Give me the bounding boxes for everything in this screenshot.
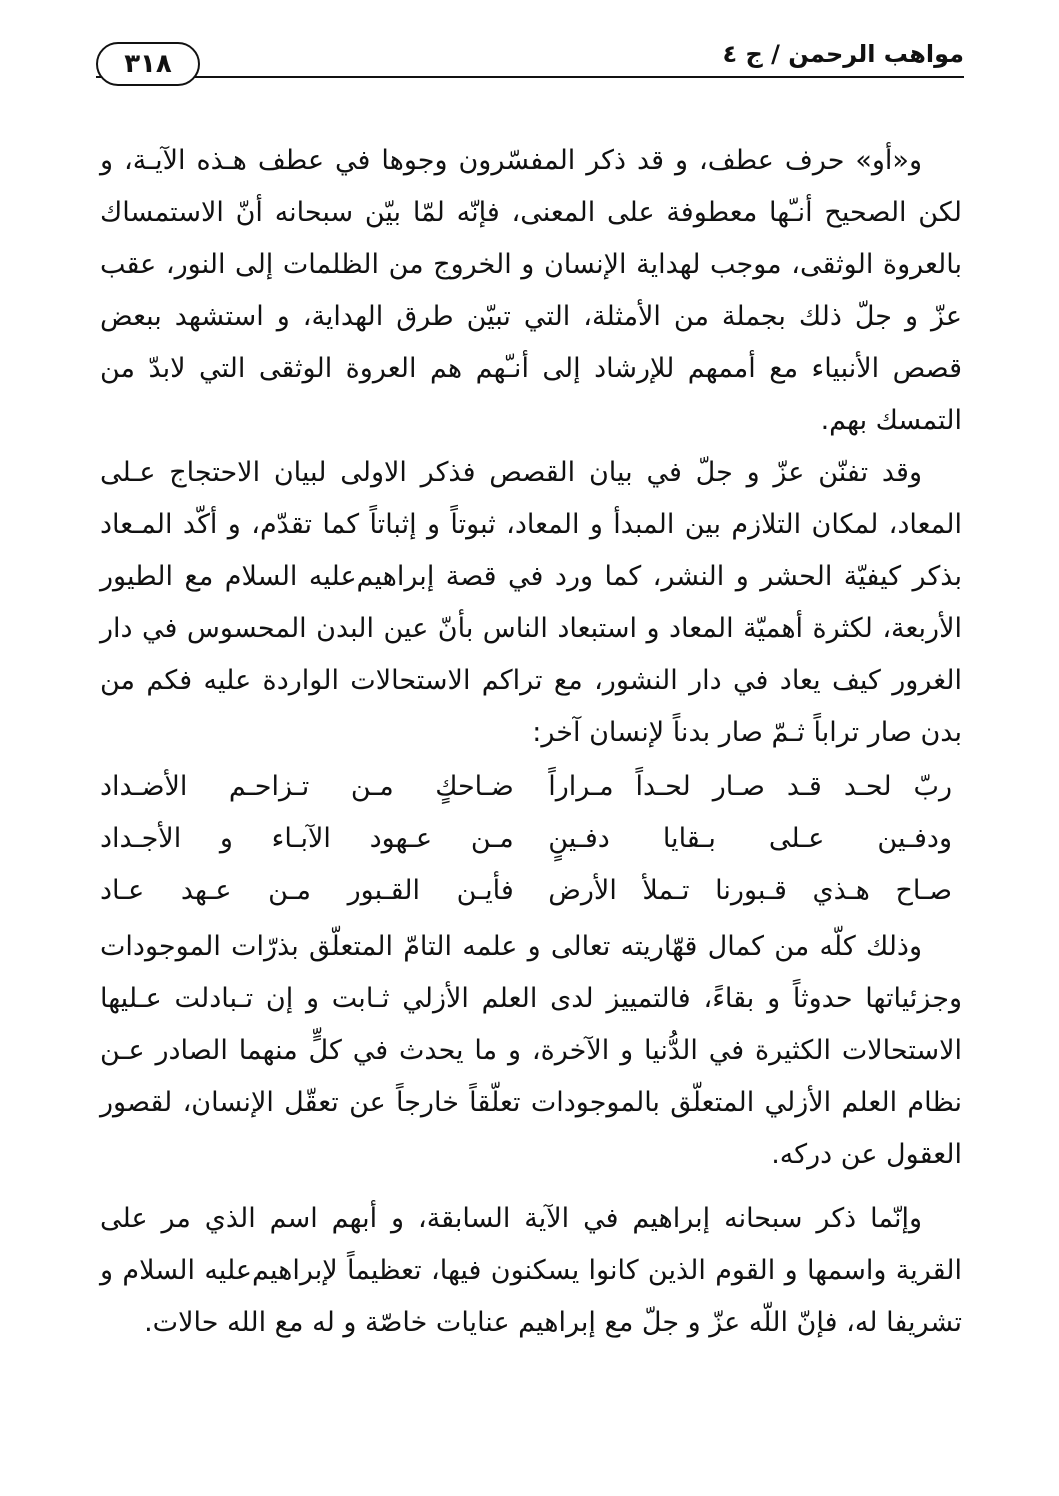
poem-first-hemistich: ربّ لحـد قـد صـار لحـداً مـراراً bbox=[548, 771, 952, 802]
poem bbox=[100, 761, 962, 917]
paragraph: و«أو» حرف عطف، و قد ذكر المفسّرون وجوها في عطف هـذه الآيـة، و لكن الصحيح أنـّها معطوفة على المعنى، فإنّه لمّا بيّن سبحانه أنّ الاستمساك بالعروة الوثقى، موجب لهداية الإنسان و الخروج من الظلمات إلى النور، عقب عزّ و جلّ ذلك بجملة من الأمثلة، التي تبيّن طرق الهداية، و استشهد ببعض قصص الأنبياء مع أممهم للإرشاد إلى أنـّهم هم العروة الوثقى التي لابدّ من التمسك بهم. bbox=[100, 145, 962, 436]
body-text bbox=[100, 135, 962, 1349]
page-header bbox=[96, 34, 964, 88]
paragraph: وقد تفنّن عزّ و جلّ في بيان القصص فذكر الاولى لبيان الاحتجاج عـلى المعاد، لمكان التلازم بين المبدأ و المعاد، ثبوتاً و إثباتاً كما تقدّم، و أكّد المـعاد بذكر كيفيّة الحشر و النشر، كما ورد في قصة إبراهيم‌عليه السلام مع الطيور الأربعة، لكثرة أهميّة المعاد و استبعاد الناس بأنّ عين البدن المحسوس في دار الغرور كيف يعاد في دار النشور، مع تراكم الاستحالات الواردة عليه فكم من بدن صار تراباً ثـمّ صار بدناً لإنسان آخر: bbox=[100, 457, 962, 748]
poem-line bbox=[100, 813, 962, 865]
poem-second-hemistich: فأيـن القـبور مـن عـهد عـاد bbox=[100, 875, 514, 906]
poem-line bbox=[100, 865, 962, 917]
poem-second-hemistich: ضـاحكٍ مـن تـزاحـم الأضـداد bbox=[100, 771, 514, 802]
poem-first-hemistich: صـاح هـذي قـبورنا تـملأ الأرض bbox=[548, 875, 952, 906]
poem-line bbox=[100, 761, 962, 813]
paragraph: وإنّما ذكر سبحانه إبراهيم في الآية السابقة، و أبهم اسم الذي مر على القرية واسمها و القوم الذين كانوا يسكنون فيها، تعظيماً لإبراهيم‌عليه السلام و تشريفا له، فإنّ اللّه عزّ و جلّ مع إبراهيم عنايات خاصّة و له مع الله حالات. bbox=[100, 1203, 962, 1338]
paragraph: وذلك كلّه من كمال قهّاريته تعالى و علمه التامّ المتعلّق بذرّات الموجودات وجزئياتها حدوثاً و بقاءً، فالتمييز لدى العلم الأزلي ثـابت و إن تـبادلت عـليها الاستحالات الكثيرة في الدُّنيا و الآخرة، و ما يحدث في كلٍّ منهما الصادر عـن نظام العلم الأزلي المتعلّق بالموجودات تعلّقاً خارجاً عن تعقّل الإنسان، لقصور العقول عن دركه. bbox=[100, 931, 962, 1170]
poem-second-hemistich: مـن عـهود الآبـاء و الأجـداد bbox=[100, 823, 514, 854]
running-title: مواهب الرحمن / ج ٤ bbox=[722, 40, 964, 68]
header-rule bbox=[96, 76, 964, 78]
paragraph-gap bbox=[100, 1181, 962, 1193]
page-number: ٣١٨ bbox=[96, 42, 200, 86]
poem-first-hemistich: ودفـين عـلى بـقايا دفـينٍ bbox=[548, 823, 952, 854]
